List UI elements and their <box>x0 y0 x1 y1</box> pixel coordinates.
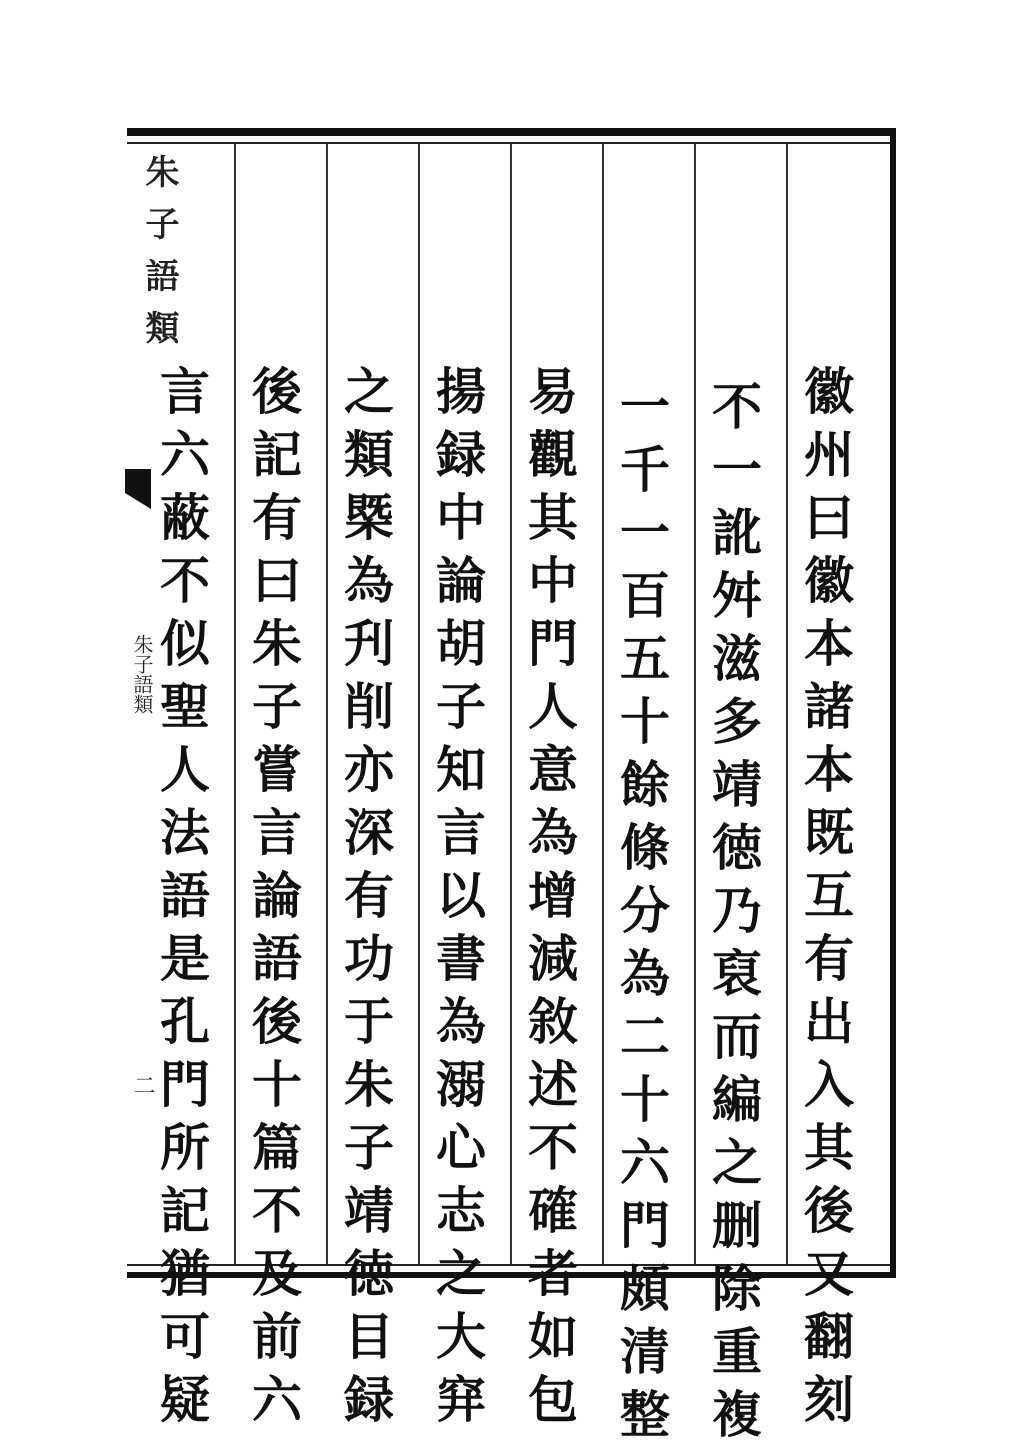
character: 述 <box>528 1055 578 1114</box>
character: 之 <box>344 362 394 421</box>
character: 而 <box>712 1007 762 1066</box>
character: 六 <box>160 425 210 484</box>
character: 意 <box>528 740 578 799</box>
character: 增 <box>528 866 578 925</box>
character: 語 <box>252 929 302 988</box>
character: 胡 <box>436 614 486 673</box>
character: 五 <box>620 629 670 688</box>
character: 削 <box>344 677 394 736</box>
character: 子 <box>436 677 486 736</box>
bottom-border <box>127 1272 896 1278</box>
character: 穽 <box>436 1370 486 1429</box>
character: 十 <box>252 1055 302 1114</box>
text-column-7 <box>246 360 308 1431</box>
character: 深 <box>344 803 394 862</box>
character: 之 <box>712 1133 762 1192</box>
character: 曰 <box>252 551 302 610</box>
column-divider <box>694 144 696 1264</box>
column-divider <box>786 144 788 1264</box>
character: 條 <box>620 818 670 877</box>
character: 一 <box>712 440 762 499</box>
character: 徽 <box>804 551 854 610</box>
character: 除 <box>712 1259 762 1318</box>
character: 諸 <box>804 677 854 736</box>
character: 大 <box>436 1307 486 1366</box>
character: 後 <box>252 362 302 421</box>
character: 篇 <box>252 1118 302 1177</box>
character: 人 <box>160 740 210 799</box>
character: 訛 <box>712 503 762 562</box>
character: 孔 <box>160 992 210 1051</box>
character: 是 <box>160 929 210 988</box>
character: 州 <box>804 425 854 484</box>
character: 為 <box>344 551 394 610</box>
character: 門 <box>160 1055 210 1114</box>
character: 複 <box>712 1385 762 1444</box>
character: 一 <box>620 503 670 562</box>
character: 本 <box>804 740 854 799</box>
character: 一 <box>620 377 670 436</box>
page-frame <box>127 128 896 1278</box>
character: 猶 <box>160 1244 210 1303</box>
column-divider <box>418 144 420 1264</box>
character: 敘 <box>528 992 578 1051</box>
character: 滋 <box>712 629 762 688</box>
character: 整 <box>620 1385 670 1444</box>
character: 子 <box>344 1118 394 1177</box>
character: 清 <box>620 1322 670 1381</box>
character: 言 <box>252 803 302 862</box>
character: 功 <box>344 929 394 988</box>
character: 蔽 <box>160 488 210 547</box>
character: 二 <box>620 1007 670 1066</box>
text-column-3 <box>614 375 676 1446</box>
character: 于 <box>344 992 394 1051</box>
character: 後 <box>804 1181 854 1240</box>
character: 編 <box>712 1070 762 1129</box>
character: 録 <box>344 1370 394 1429</box>
character: 及 <box>252 1244 302 1303</box>
character: 論 <box>252 866 302 925</box>
character: 後 <box>252 992 302 1051</box>
character: 法 <box>160 803 210 862</box>
column-divider <box>510 144 512 1264</box>
fish-tail-mark <box>125 469 151 509</box>
character: 為 <box>436 992 486 1051</box>
character: 記 <box>160 1181 210 1240</box>
character: 不 <box>160 551 210 610</box>
center-margin-page-number: 二 <box>130 1074 155 1096</box>
character: 其 <box>528 488 578 547</box>
character: 亦 <box>344 740 394 799</box>
character: 為 <box>620 944 670 1003</box>
character: 不 <box>528 1118 578 1177</box>
column-divider <box>602 144 604 1264</box>
character: 朱 <box>344 1055 394 1114</box>
character: 互 <box>804 866 854 925</box>
character: 頗 <box>620 1259 670 1318</box>
character: 裒 <box>712 944 762 1003</box>
character: 重 <box>712 1322 762 1381</box>
character: 徽 <box>804 362 854 421</box>
column-divider <box>234 144 236 1264</box>
character: 靖 <box>712 755 762 814</box>
character: 靖 <box>344 1181 394 1240</box>
character: 既 <box>804 803 854 862</box>
character: 之 <box>436 1244 486 1303</box>
character: 言 <box>436 803 486 862</box>
character: 曰 <box>804 488 854 547</box>
character: 其 <box>804 1118 854 1177</box>
character: 為 <box>528 803 578 862</box>
character: 聖 <box>160 677 210 736</box>
character: 包 <box>528 1370 578 1429</box>
character: 删 <box>712 1196 762 1255</box>
center-margin-title: 朱子語類 <box>139 154 179 362</box>
character: 槩 <box>344 488 394 547</box>
character: 分 <box>620 881 670 940</box>
character: 千 <box>620 440 670 499</box>
character: 入 <box>804 1055 854 1114</box>
character: 不 <box>712 377 762 436</box>
character: 徳 <box>344 1244 394 1303</box>
character: 目 <box>344 1307 394 1366</box>
character: 可 <box>160 1307 210 1366</box>
character: 十 <box>620 1070 670 1129</box>
character: 六 <box>252 1370 302 1429</box>
character: 十 <box>620 692 670 751</box>
character: 記 <box>252 425 302 484</box>
text-column-1 <box>798 360 860 1431</box>
character: 翻 <box>804 1307 854 1366</box>
character: 志 <box>436 1181 486 1240</box>
character: 有 <box>804 929 854 988</box>
character: 者 <box>528 1244 578 1303</box>
text-column-2 <box>706 375 768 1446</box>
character: 人 <box>528 677 578 736</box>
center-margin <box>127 144 179 1264</box>
character: 不 <box>252 1181 302 1240</box>
text-column-8 <box>154 360 216 1431</box>
character: 嘗 <box>252 740 302 799</box>
character: 餘 <box>620 755 670 814</box>
character: 確 <box>528 1181 578 1240</box>
character: 觀 <box>528 425 578 484</box>
character: 門 <box>528 614 578 673</box>
character: 本 <box>804 614 854 673</box>
character: 心 <box>436 1118 486 1177</box>
column-divider <box>326 144 328 1264</box>
character: 似 <box>160 614 210 673</box>
character: 刻 <box>804 1370 854 1429</box>
character: 類 <box>344 425 394 484</box>
character: 易 <box>528 362 578 421</box>
text-column-5 <box>430 360 492 1431</box>
character: 中 <box>436 488 486 547</box>
character: 溺 <box>436 1055 486 1114</box>
text-column-6 <box>338 360 400 1431</box>
character: 減 <box>528 929 578 988</box>
character: 朱 <box>252 614 302 673</box>
character: 出 <box>804 992 854 1051</box>
character: 舛 <box>712 566 762 625</box>
character: 知 <box>436 740 486 799</box>
character: 語 <box>160 866 210 925</box>
character: 又 <box>804 1244 854 1303</box>
character: 書 <box>436 929 486 988</box>
character: 以 <box>436 866 486 925</box>
bottom-inner-border <box>127 1264 896 1266</box>
character: 論 <box>436 551 486 610</box>
text-column-4 <box>522 360 584 1431</box>
character: 言 <box>160 362 210 421</box>
character: 有 <box>252 488 302 547</box>
character: 百 <box>620 566 670 625</box>
character: 刋 <box>344 614 394 673</box>
top-border <box>127 128 896 136</box>
character: 録 <box>436 425 486 484</box>
character: 揚 <box>436 362 486 421</box>
character: 有 <box>344 866 394 925</box>
character: 多 <box>712 692 762 751</box>
character: 中 <box>528 551 578 610</box>
character: 子 <box>252 677 302 736</box>
character: 乃 <box>712 881 762 940</box>
character: 前 <box>252 1307 302 1366</box>
right-border <box>890 128 896 1278</box>
character: 徳 <box>712 818 762 877</box>
character: 所 <box>160 1118 210 1177</box>
character: 疑 <box>160 1370 210 1429</box>
center-margin-subtitle: 朱子語類 <box>130 634 154 714</box>
character: 六 <box>620 1133 670 1192</box>
character: 如 <box>528 1307 578 1366</box>
character: 門 <box>620 1196 670 1255</box>
